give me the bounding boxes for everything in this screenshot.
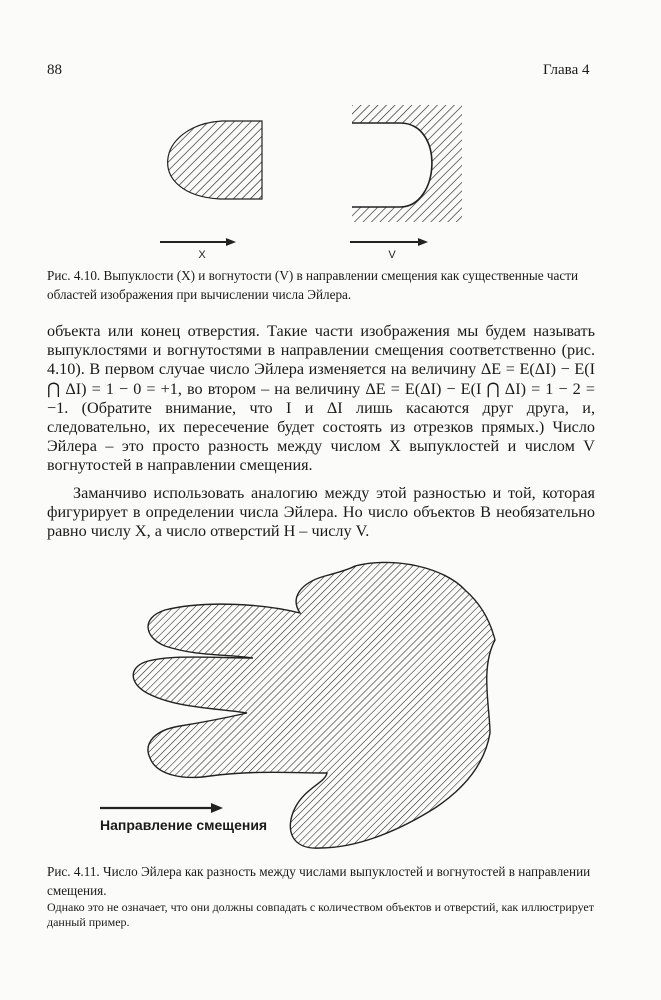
arrow-v bbox=[350, 238, 428, 246]
figure-4-11-caption: Рис. 4.11. Число Эйлера как разность между числами выпуклостей и вогнутостей в направлении смещения. bbox=[47, 864, 591, 898]
direction-label: Направление смещения bbox=[100, 817, 268, 833]
figure-4-11 bbox=[95, 558, 565, 858]
label-x: X bbox=[198, 249, 206, 260]
arrow-x bbox=[160, 238, 236, 246]
hand-shape bbox=[133, 562, 495, 848]
body-text bbox=[47, 322, 595, 541]
running-head: Глава 4 bbox=[543, 62, 590, 78]
label-v: V bbox=[388, 249, 396, 260]
figure-4-11-note: Однако это не означает, что они должны совпадать с количеством объектов и отверстий, как иллюстрирует данный пример. bbox=[47, 900, 595, 929]
concavity-shape bbox=[352, 105, 462, 222]
paragraph-1: объекта или конец отверстия. Такие части изображения мы будем называть выпуклостями и вогнутостями в направлении смещения соответственно (рис. 4.10). В первом случае число Эйлера изменяется на величину ΔE = E(ΔI) − E(I ⋂ ΔI) = 1 − 0 = +1, во втором – на величину ΔE = E(ΔI) − E(I ⋂ ΔI) = 1 − 2 = −1. (Обратите внимание, что I и ΔI лишь касаются друг друга, и, следовательно, их пересечение будет состоять из отрезков прямых.) Число Эйлера – это просто разность между числом X выпуклостей и числом V вогнутостей в направлении смещения. bbox=[47, 322, 595, 475]
figure-4-10 bbox=[150, 95, 480, 260]
figure-4-10-caption: Рис. 4.10. Выпуклости (X) и вогнутости (V) в направлении смещения как существенные части областей изображения при вычислении числа Эйлера. bbox=[47, 268, 579, 302]
paragraph-2: Заманчиво использовать аналогию между этой разностью и той, которая фигурирует в определении числа Эйлера. Но число объектов B необязательно равно числу X, а число отверстий H – числу V. bbox=[47, 483, 595, 541]
direction-arrow bbox=[100, 803, 223, 813]
convexity-shape bbox=[168, 121, 262, 199]
page-number: 88 bbox=[47, 62, 62, 78]
